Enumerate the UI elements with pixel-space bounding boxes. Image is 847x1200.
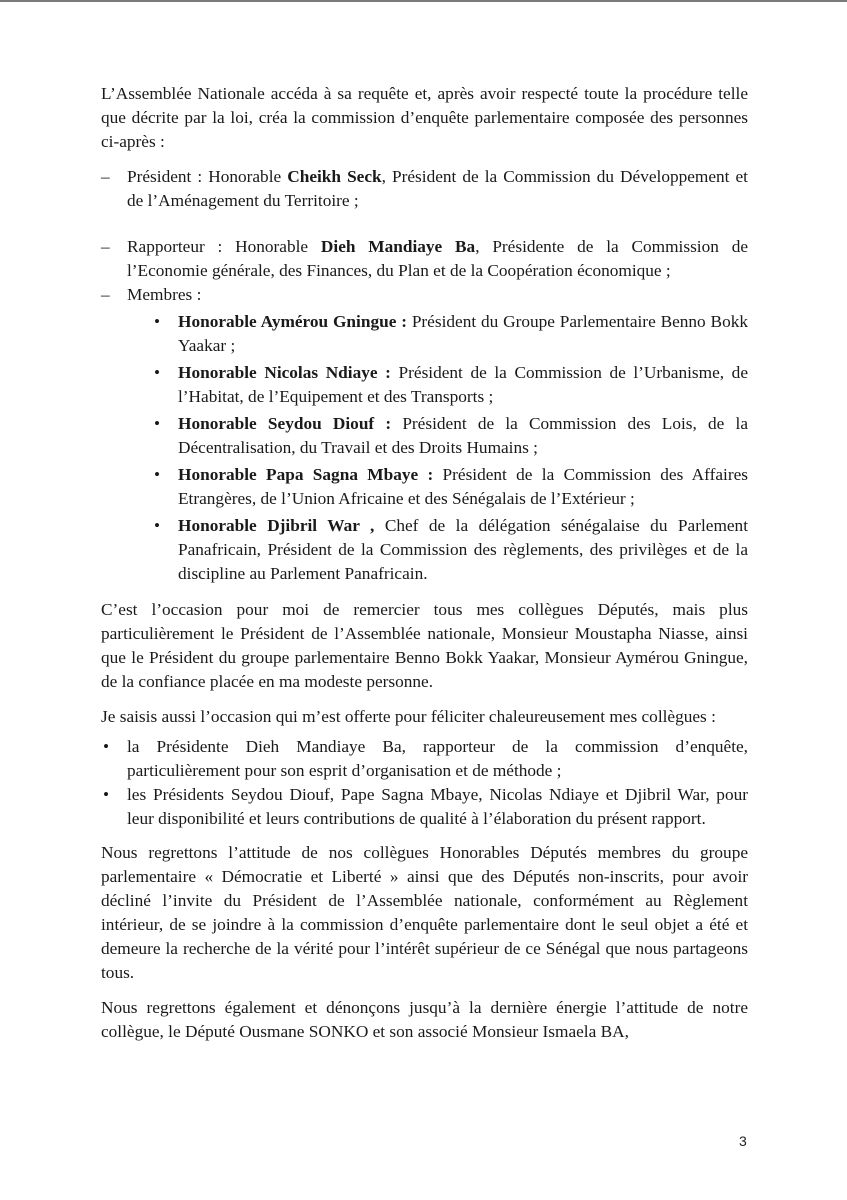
rapporteur-name: Dieh Mandiaye Ba xyxy=(320,237,476,256)
congrats-item xyxy=(101,783,748,831)
page-top-border xyxy=(0,0,847,2)
member-name: Honorable Djibril War , xyxy=(178,516,375,535)
regret-paragraph-1: Nous regrettons l’attitude de nos collègues Honorables Députés membres du groupe parlementaire « Démocratie et Liberté » ainsi que des Députés non-inscrits, pour avoir décliné l’invite du Président de l’Assemblée nationale, conformément au Règlement intérieur, de se joindre à la commission d’enquête parlementaire dont le seul objet a été et demeure la recherche de la vérité pour l’intérêt supérieur de ce Sénégal que nous partageons tous. xyxy=(101,843,748,982)
intro-paragraph: L’Assemblée Nationale accéda à sa requête et, après avoir respecté toute la procédure telle que décrite par la loi, créa la commission d’enquête parlementaire composée des personnes ci-après : xyxy=(101,84,748,151)
congrats-text: la Présidente Dieh Mandiaye Ba, rapporteur de la commission d’enquête, particulièrement pour son esprit d’organisation et de méthode ; xyxy=(127,737,748,780)
dash-icon: – xyxy=(101,167,110,186)
member-name: Honorable Aymérou Gningue : xyxy=(178,312,407,331)
document-page xyxy=(101,82,748,1044)
bullet-icon: • xyxy=(103,737,110,756)
bullet-icon: • xyxy=(154,414,161,433)
president-name: Cheikh Seck xyxy=(287,167,382,186)
members-label: Membres : xyxy=(127,285,202,304)
congrats-text: les Présidents Seydou Diouf, Pape Sagna Mbaye, Nicolas Ndiaye et Djibril War, pour leur disponibilité et leurs contributions de qualité à l’élaboration du présent rapport. xyxy=(127,785,748,828)
regret-paragraph-2: Nous regrettons également et dénonçons jusqu’à la dernière énergie l’attitude de notre collègue, le Député Ousmane SONKO et son associé Monsieur Ismaela BA, xyxy=(101,998,748,1041)
member-name: Honorable Papa Sagna Mbaye : xyxy=(178,465,434,484)
member-name: Honorable Seydou Diouf : xyxy=(178,414,392,433)
page-number: 3 xyxy=(739,1133,747,1149)
president-label: Président : Honorable xyxy=(127,167,288,186)
member-desc: Chef de la délégation sénégalaise du Parlement Panafricain, Président de la Commission des règlements, des privilèges et de la discipline au Parlement Panafricain. xyxy=(178,516,748,583)
member-item xyxy=(101,310,748,358)
bullet-icon: • xyxy=(103,785,110,804)
congrats-intro-paragraph: Je saisis aussi l’occasion qui m’est offerte pour féliciter chaleureusement mes collègues : xyxy=(101,707,716,726)
members-list xyxy=(101,310,748,586)
bullet-icon: • xyxy=(154,516,161,535)
member-desc: Président de la Commission des Lois, de la Décentralisation, du Travail et des Droits Humains ; xyxy=(178,414,748,457)
rapporteur-desc: , Présidente de la Commission de l’Economie générale, des Finances, du Plan et de la Coopération économique ; xyxy=(127,237,749,280)
member-desc: Président du Groupe Parlementaire Benno Bokk Yaakar ; xyxy=(178,312,748,355)
bullet-icon: • xyxy=(154,465,161,484)
rapporteur-label: Rapporteur : Honorable xyxy=(127,237,321,256)
thanks-paragraph: C’est l’occasion pour moi de remercier tous mes collègues Députés, mais plus particulièrement le Président de l’Assemblée nationale, Monsieur Moustapha Niasse, ainsi que le Président du groupe parlementaire Benno Bokk Yaakar, Monsieur Aymérou Gningue, de la confiance placée en ma modeste personne. xyxy=(101,600,748,691)
congrats-list xyxy=(101,735,748,831)
member-name: Honorable Nicolas Ndiaye : xyxy=(178,363,391,382)
president-item xyxy=(101,165,748,213)
president-desc: , Président de la Commission du Développement et de l’Aménagement du Territoire ; xyxy=(127,167,748,210)
dash-icon: – xyxy=(101,237,110,256)
member-desc: Président de la Commission de l’Urbanisme, de l’Habitat, de l’Equipement et des Transports ; xyxy=(178,363,748,406)
member-item xyxy=(101,463,748,511)
rapporteur-item xyxy=(101,235,748,283)
bullet-icon: • xyxy=(154,363,161,382)
member-desc: Président de la Commission des Affaires Etrangères, de l’Union Africaine et des Sénégalais de l’Extérieur ; xyxy=(178,465,748,508)
dash-icon: – xyxy=(101,285,110,304)
member-item xyxy=(101,412,748,460)
member-item xyxy=(101,361,748,409)
bullet-icon: • xyxy=(154,312,161,331)
members-item xyxy=(101,283,748,307)
congrats-item xyxy=(101,735,748,783)
member-item xyxy=(101,514,748,586)
